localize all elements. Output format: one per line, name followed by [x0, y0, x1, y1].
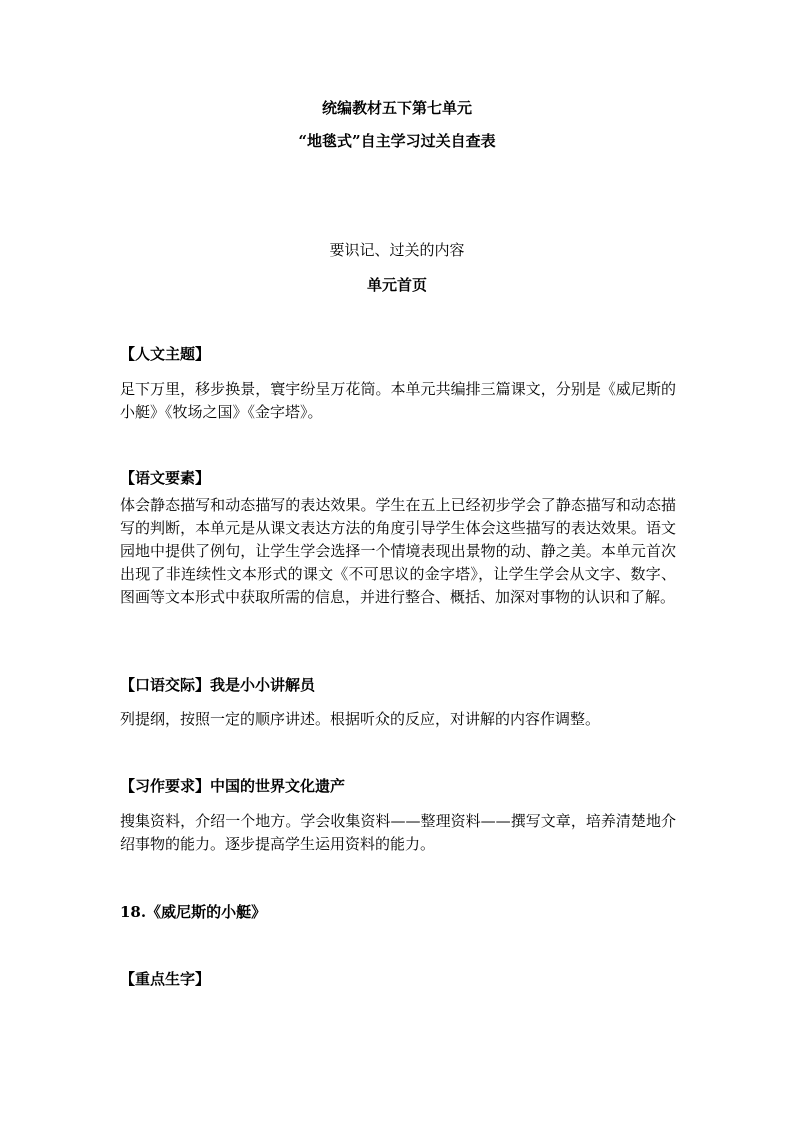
lesson-title: 18.《威尼斯的小艇》 [120, 903, 267, 921]
section-heading-language: 【语文要素】 [120, 469, 211, 487]
key-chars-heading: 【重点生字】 [120, 970, 211, 988]
doc-subtitle: 要识记、过关的内容 [329, 241, 465, 259]
doc-title-line1: 统编教材五下第七单元 [321, 99, 472, 117]
doc-title-line2: “地毯式”自主学习过关自查表 [298, 132, 496, 150]
unit-home-heading: 单元首页 [366, 276, 427, 294]
section-heading-writing: 【习作要求】中国的世界文化遗产 [120, 777, 346, 795]
section-heading-oral: 【口语交际】我是小小讲解员 [120, 676, 316, 694]
section-text-writing: 搜集资料，介绍一个地方。学会收集资料——整理资料——撰写文章，培养清楚地介绍事物的能力。逐步提高学生运用资料的能力。 [120, 812, 676, 853]
section-heading-theme: 【人文主题】 [120, 345, 211, 363]
section-text-theme: 足下万里，移步换景，寰宇纷呈万花筒。本单元共编排三篇课文，分别是《威尼斯的小艇》《牧场之国》《金字塔》。 [120, 380, 676, 421]
section-text-oral: 列提纲，按照一定的顺序讲述。根据听众的反应，对讲解的内容作调整。 [120, 710, 601, 728]
section-text-language: 体会静态描写和动态描写的表达效果。学生在五上已经初步学会了静态描写和动态描写的判断，本单元是从课文表达方法的角度引导学生体会这些描写的表达效果。语文园地中提供了例句，让学生学会选择一个情境表现出景物的动、静之美。本单元首次出现了非连续性文本形式的课文《不可思议的金字塔》，让学生学会从文字、数字、图画等文本形式中获取所需的信息，并进行整合、概括、加深对事物的认识和了解。 [120, 496, 676, 606]
